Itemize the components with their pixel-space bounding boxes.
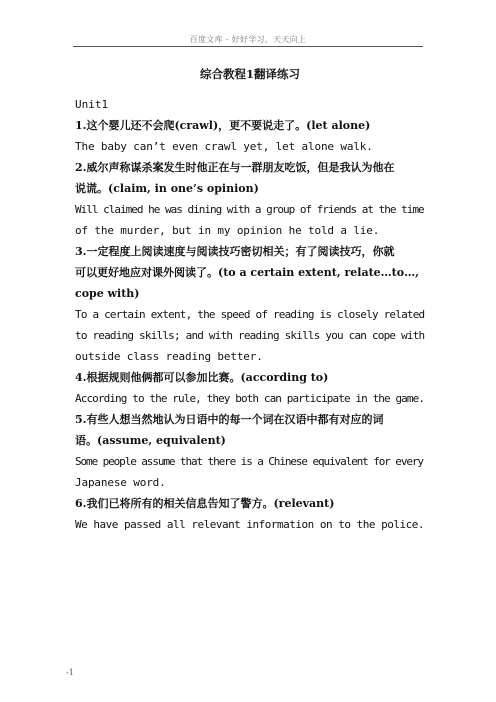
english-translation-line: The baby can’t even crawl yet, let alone walk. — [75, 140, 373, 153]
exercise-item — [75, 409, 425, 493]
unit-heading: Unit1 — [75, 98, 109, 111]
chinese-sentence-line: 2.威尔声称谋杀案发生时他正在与一群朋友吃饭，但是我认为他在 — [75, 161, 395, 174]
document-body — [75, 66, 425, 535]
page-header: 百度文库 - 好好学习，天天向上 — [189, 35, 307, 44]
exercise-item — [75, 115, 425, 157]
chinese-sentence-line: cope with) — [75, 287, 140, 300]
english-translation-line: Some people assume that there is a Chinese equivalent for every — [75, 455, 423, 468]
exercise-item — [75, 367, 425, 409]
english-translation-line: We have passed all relevant information on to the police. — [75, 518, 424, 531]
english-translation-line: to reading skills; and with reading skills you can cope with — [75, 329, 425, 342]
english-translation-line: outside class reading better. — [75, 350, 263, 363]
english-translation-line: To a certain extent, the speed of reading is closely related — [75, 308, 425, 321]
chinese-sentence-line: 6.我们已将所有的相关信息告知了警方。(relevant) — [75, 497, 335, 510]
chinese-sentence-line: 1.这个婴儿还不会爬(crawl)，更不要说走了。(let alone) — [75, 119, 371, 132]
english-translation-line: Will claimed he was dining with a group of friends at the time — [75, 203, 424, 216]
chinese-sentence-line: 3.一定程度上阅读速度与阅读技巧密切相关；有了阅读技巧，你就 — [75, 245, 395, 258]
page-number: -1 — [66, 668, 74, 677]
english-translation-line: According to the rule, they both can participate in the game. — [75, 392, 425, 405]
exercise-item — [75, 241, 425, 367]
exercise-list — [75, 115, 425, 535]
english-translation-line: Japanese word. — [75, 476, 166, 489]
header-rule — [73, 46, 423, 47]
english-translation-line: of the murder, but in my opinion he told a lie. — [75, 224, 380, 237]
exercise-item — [75, 493, 425, 535]
chinese-sentence-line: 可以更好地应对课外阅读了。(to a certain extent, relate…to…, — [75, 266, 419, 279]
chinese-sentence-line: 4.根据规则他俩都可以参加比赛。(according to) — [75, 371, 329, 384]
exercise-item — [75, 157, 425, 241]
chinese-sentence-line: 语。(assume, equivalent) — [75, 434, 226, 447]
chinese-sentence-line: 5.有些人想当然地认为日语中的每一个词在汉语中都有对应的词 — [75, 413, 384, 426]
chinese-sentence-line: 说谎。(claim, in one’s opinion) — [75, 182, 259, 195]
document-title: 综合教程1翻译练习 — [199, 67, 300, 81]
